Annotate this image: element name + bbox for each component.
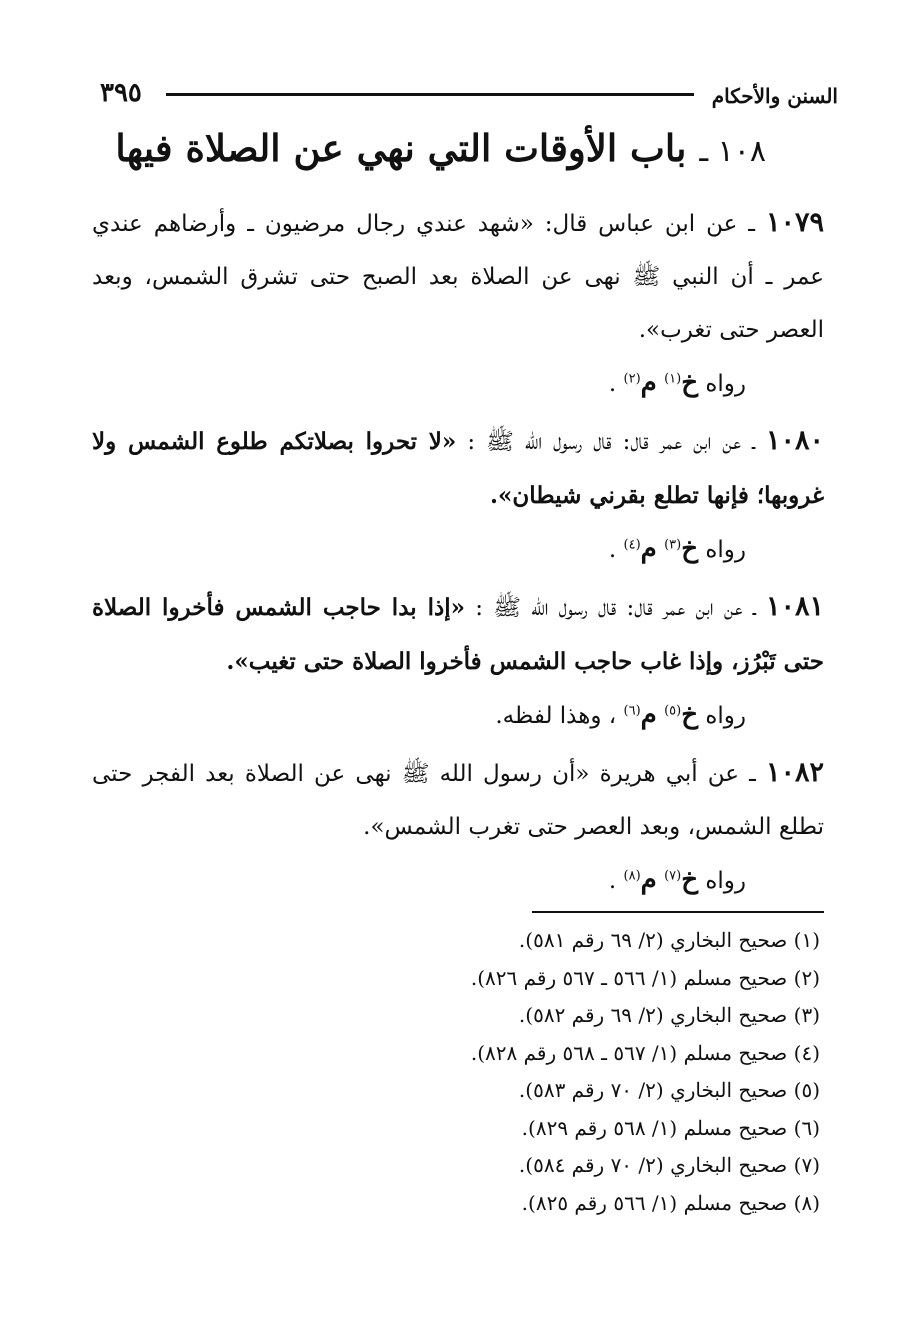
footnote-1: (١) صحيح البخاري (٢/ ٦٩ رقم ٥٨١). <box>518 928 820 952</box>
footnote-ref: (٦) <box>623 703 641 719</box>
muslim-symbol: م <box>640 865 657 895</box>
source-prefix: رواه <box>705 371 746 397</box>
main-text <box>92 196 824 911</box>
footnote-ref: (٤) <box>623 537 641 553</box>
hadith-source <box>92 854 824 907</box>
footnote-2: (٢) صحيح مسلم (١/ ٥٦٦ ـ ٥٦٧ رقم ٨٢٦). <box>470 965 820 990</box>
footnote-5: (٥) صحيح البخاري (٢/ ٧٠ رقم ٥٨٣). <box>518 1078 820 1102</box>
footnote-ref: (٥) <box>664 703 682 719</box>
hadith-1080 <box>92 414 824 523</box>
muslim-symbol: م <box>640 534 657 564</box>
hadith-number: ١٠٨١ <box>765 591 824 622</box>
source-suffix: . <box>608 371 617 397</box>
footnote-7: (٧) صحيح البخاري (٢/ ٧٠ رقم ٥٨٤). <box>518 1153 820 1177</box>
hadith-quote: «لا تحروا بصلاتكم طلوع الشمس ولا غروبها؛ فإنها تطلع بقرني شيطان». <box>92 428 824 509</box>
hadith-1082 <box>92 746 824 854</box>
hadith-number: ١٠٨٢ <box>765 757 824 788</box>
footnote-ref: (٣) <box>664 537 682 553</box>
source-suffix: . <box>608 537 617 563</box>
source-prefix: رواه <box>705 868 746 894</box>
header-rule <box>166 93 694 96</box>
running-header <box>100 80 838 110</box>
footnote-ref: (١) <box>664 371 682 387</box>
chapter-number: ١٠٨ ـ <box>699 134 766 169</box>
hadith-source <box>92 689 824 742</box>
hadith-text: ـ عن ابن عمر قال: قال رسول الله ﷺ : <box>467 429 755 455</box>
hadith-source <box>92 357 824 410</box>
hadith-text: ـ عن ابن عمر قال: قال رسول الله ﷺ : <box>475 595 756 621</box>
hadith-number: ١٠٧٩ <box>765 207 824 238</box>
bukhari-symbol: خ <box>681 865 699 895</box>
footnotes <box>471 922 820 1222</box>
source-suffix: . <box>608 868 617 894</box>
footnote-ref: (٨) <box>623 868 641 884</box>
footnote-4: (٤) صحيح مسلم (١/ ٥٦٧ ـ ٥٦٨ رقم ٨٢٨). <box>470 1040 820 1065</box>
chapter-heading: باب الأوقات التي نهي عن الصلاة فيها <box>115 126 687 170</box>
bukhari-symbol: خ <box>681 700 699 730</box>
hadith-text: ـ عن ابن عباس قال: «شهد عندي رجال مرضيون ـ وأرضاهم عندي عمر ـ أن النبي ﷺ نهى عن الصلاة بعد الصبح حتى تشرق الشمس، وبعد العصر حتى تغرب». <box>92 211 824 343</box>
hadith-source <box>92 523 824 576</box>
footnote-ref: (٢) <box>623 371 641 387</box>
source-prefix: رواه <box>705 703 746 729</box>
source-suffix: ، وهذا لفظه. <box>495 703 617 729</box>
page-number: ٣٩٥ <box>100 78 142 108</box>
chapter-title <box>115 126 766 170</box>
footnote-3: (٣) صحيح البخاري (٢/ ٦٩ رقم ٥٨٢). <box>518 1003 820 1027</box>
footnote-ref: (٧) <box>664 868 682 884</box>
bukhari-symbol: خ <box>681 368 699 398</box>
footnote-6: (٦) صحيح مسلم (١/ ٥٦٨ رقم ٨٢٩). <box>521 1115 820 1140</box>
footnote-separator <box>532 911 824 913</box>
hadith-number: ١٠٨٠ <box>766 425 825 456</box>
hadith-1079 <box>92 196 824 357</box>
footnote-8: (٨) صحيح مسلم (١/ ٥٦٦ رقم ٨٢٥). <box>521 1190 820 1215</box>
hadith-quote: «إذا بدا حاجب الشمس فأخروا الصلاة حتى تَبْرُز، وإذا غاب حاجب الشمس فأخروا الصلاة حتى تغيب». <box>92 594 824 675</box>
bukhari-symbol: خ <box>681 534 699 564</box>
book-title: السنن والأحكام <box>711 84 838 108</box>
muslim-symbol: م <box>640 368 657 398</box>
source-prefix: رواه <box>705 537 746 563</box>
hadith-1081 <box>92 580 824 689</box>
hadith-text: ـ عن أبي هريرة «أن رسول الله ﷺ نهى عن الصلاة بعد الفجر حتى تطلع الشمس، وبعد العصر حتى تغرب الشمس». <box>92 761 824 840</box>
muslim-symbol: م <box>640 700 657 730</box>
